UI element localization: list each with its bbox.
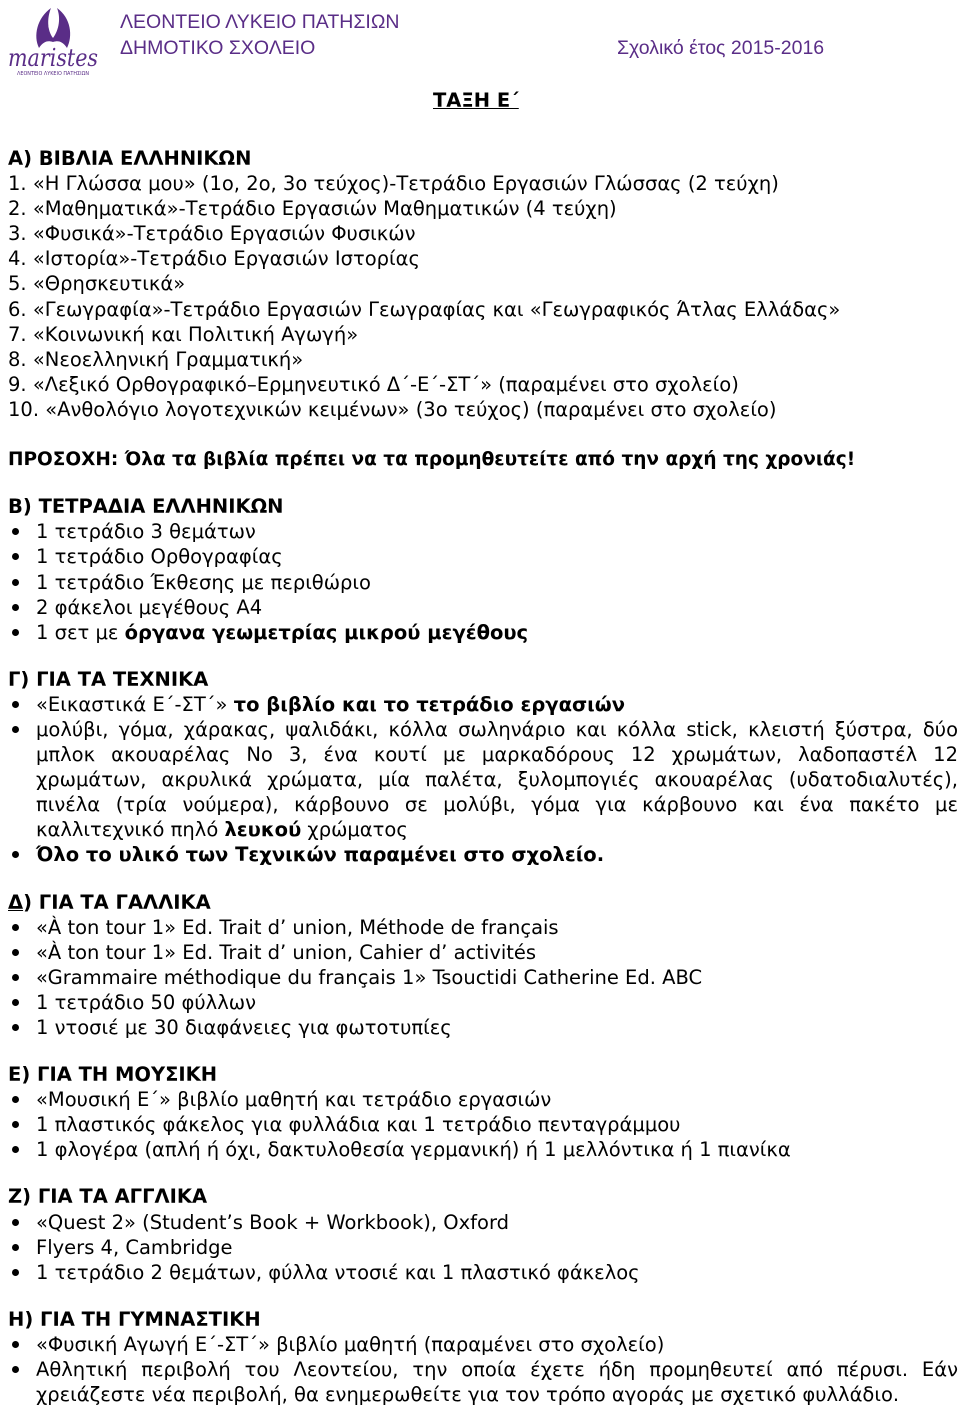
bullet-icon bbox=[12, 1121, 19, 1128]
bullet-icon bbox=[12, 999, 19, 1006]
french-section bbox=[8, 890, 958, 1041]
logo-wordmark: maristes bbox=[8, 44, 98, 72]
list-item bbox=[8, 717, 958, 842]
section-heading: Ε) ΓΙΑ ΤΗ ΜΟΥΣΙΚΗ bbox=[8, 1063, 218, 1087]
item-number: 4. bbox=[8, 247, 27, 271]
item-text: «Η Γλώσσα μου» (1ο, 2ο, 3ο τεύχος)-Τετράδιο Εργασιών Γλώσσας (2 τεύχη) bbox=[32, 172, 779, 196]
item-text: 1 ντοσιέ με 30 διαφάνειες για φωτοτυπίες bbox=[36, 1016, 452, 1039]
section-heading: Β) ΤΕΤΡΑΔΙΑ ΕΛΛΗΝΙΚΩΝ bbox=[8, 495, 284, 519]
item-number: 5. bbox=[8, 272, 27, 296]
item-text: «Grammaire méthodique du français 1» Tsouctidi Catherine Ed. ABC bbox=[36, 965, 703, 989]
item-bold-text: όργανα γεωμετρίας μικρού μεγέθους bbox=[124, 620, 529, 644]
list-item bbox=[8, 620, 958, 645]
bullet-icon bbox=[12, 629, 19, 636]
music-section bbox=[8, 1062, 958, 1162]
bullet-icon bbox=[12, 1146, 19, 1153]
book-item bbox=[8, 297, 958, 322]
list-item bbox=[8, 544, 958, 569]
list-item bbox=[8, 940, 958, 965]
item-text: Αθλητική περιβολή του Λεοντείου, την οποία έχετε ήδη προμηθευτεί από πέρυσι. Εάν χρειάζεστε νέα περιβολή, θα ενημερωθείτε για τον τρόπο αγοράς με σχετικό φυλλάδιο. bbox=[36, 1358, 958, 1407]
item-bold-text: Όλο το υλικό των Τεχνικών παραμένει στο σχολείο. bbox=[36, 843, 605, 867]
item-text: 1 σετ με bbox=[36, 620, 125, 644]
list-item bbox=[8, 1235, 958, 1260]
book-item bbox=[8, 171, 958, 196]
marist-emblem-icon bbox=[36, 8, 70, 48]
bullet-icon bbox=[12, 579, 19, 586]
item-number: 9. bbox=[8, 372, 27, 396]
book-item bbox=[8, 322, 958, 347]
logo-tagline: ΛΕΟΝΤΕΙΟ ΛΥΚΕΙΟ ΠΑΤΗΣΙΩΝ bbox=[17, 71, 90, 77]
item-text: «Γεωγραφία»-Τετράδιο Εργασιών Γεωγραφίας και «Γεωγραφικός Άτλας Ελλάδας» bbox=[32, 297, 841, 321]
book-item bbox=[8, 372, 958, 397]
item-number: 3. bbox=[8, 222, 27, 246]
item-text: «Μουσική Ε΄» βιβλίο μαθητή και τετράδιο εργασιών bbox=[36, 1088, 552, 1112]
greek-notebooks-section bbox=[8, 494, 958, 645]
list-item bbox=[8, 570, 958, 595]
bullet-icon bbox=[12, 604, 19, 611]
list-item bbox=[8, 1137, 958, 1162]
bullet-icon bbox=[12, 1096, 19, 1103]
item-text: «Μαθηματικά»-Τετράδιο Εργασιών Μαθηματικών (4 τεύχη) bbox=[32, 197, 617, 221]
item-text: 1 τετράδιο 2 θεμάτων, φύλλα ντοσιέ και 1 πλαστικό φάκελος bbox=[36, 1260, 640, 1284]
supply-list bbox=[8, 146, 958, 1407]
item-bold-text: το βιβλίο και το τετράδιο εργασιών bbox=[233, 692, 625, 716]
item-text: 1 φλογέρα (απλή ή όχι, δακτυλοθεσία γερμανική) ή 1 μελλόντικα ή 1 πιανίκα bbox=[36, 1138, 791, 1162]
heading-label: ) ΓΙΑ ΤΑ ΓΑΛΛΙΚΑ bbox=[23, 890, 211, 914]
item-text: 1 τετράδιο Έκθεσης με περιθώριο bbox=[36, 570, 371, 594]
section-heading: Α) ΒΙΒΛΙΑ ΕΛΛΗΝΙΚΩΝ bbox=[8, 147, 252, 170]
list-item bbox=[8, 1210, 958, 1235]
bullet-icon bbox=[12, 1024, 19, 1031]
school-name: ΛΕΟΝΤΕΙΟ ΛΥΚΕΙΟ ΠΑΤΗΣΙΩΝ bbox=[120, 11, 400, 33]
item-number: 6. bbox=[8, 297, 27, 321]
item-text: «Ιστορία»-Τετράδιο Εργασιών Ιστορίας bbox=[32, 247, 420, 271]
section-heading: Η) ΓΙΑ ΤΗ ΓΥΜΝΑΣΤΙΚΗ bbox=[8, 1307, 261, 1331]
item-text: «Θρησκευτικά» bbox=[32, 272, 186, 296]
item-text: 1 τετράδιο 50 φύλλων bbox=[36, 990, 256, 1014]
book-item bbox=[8, 221, 958, 246]
bullet-icon bbox=[12, 974, 19, 981]
bullet-icon bbox=[12, 851, 19, 858]
book-item bbox=[8, 271, 958, 296]
item-text: 1 πλαστικός φάκελος για φυλλάδια και 1 τετράδιο πενταγράμμου bbox=[36, 1113, 681, 1137]
section-heading: Ζ) ΓΙΑ ΤΑ ΑΓΓΛΙΚΑ bbox=[8, 1185, 208, 1209]
book-item bbox=[8, 397, 958, 422]
english-section bbox=[8, 1184, 958, 1284]
item-text: «Εικαστικά Ε΄-ΣΤ΄» bbox=[36, 692, 234, 716]
section-heading bbox=[8, 890, 958, 915]
item-text: «Φυσικά»-Τετράδιο Εργασιών Φυσικών bbox=[32, 222, 416, 246]
item-text: 1 τετράδιο 3 θεμάτων bbox=[36, 520, 256, 544]
bullet-icon bbox=[12, 1244, 19, 1251]
list-item bbox=[8, 519, 958, 544]
item-number: 1. bbox=[8, 172, 27, 196]
school-year: Σχολικό έτος 2015-2016 bbox=[617, 37, 825, 59]
bullet-icon bbox=[12, 1366, 19, 1373]
item-bold-text: λευκού bbox=[224, 818, 302, 842]
list-item bbox=[8, 915, 958, 940]
book-item bbox=[8, 347, 958, 372]
item-text: 1 τετράδιο Ορθογραφίας bbox=[36, 545, 283, 569]
item-text: «Φυσική Αγωγή Ε΄-ΣΤ΄» βιβλίο μαθητή (παραμένει στο σχολείο) bbox=[36, 1332, 665, 1356]
item-text: «À ton tour 1» Ed. Trait d’ union, Cahier d’ activités bbox=[36, 940, 537, 964]
list-item bbox=[8, 1112, 958, 1137]
book-item bbox=[8, 196, 958, 221]
item-text: «Ανθολόγιο λογοτεχνικών κειμένων» (3ο τεύχος) (παραμένει στο σχολείο) bbox=[45, 397, 777, 421]
gym-section bbox=[8, 1307, 958, 1407]
bullet-icon bbox=[12, 1269, 19, 1276]
item-number: 8. bbox=[8, 347, 27, 371]
heading-letter: Δ bbox=[8, 890, 24, 914]
bullet-icon bbox=[12, 1219, 19, 1226]
school-logo bbox=[5, 2, 101, 78]
list-item bbox=[8, 595, 958, 620]
list-item bbox=[8, 1260, 958, 1285]
list-item bbox=[8, 965, 958, 990]
bullet-icon bbox=[12, 553, 19, 560]
list-item bbox=[8, 1332, 958, 1357]
bullet-icon bbox=[12, 726, 19, 733]
item-text: «À ton tour 1» Ed. Trait d’ union, Méthode de français bbox=[36, 915, 559, 939]
item-text: 2 φάκελοι μεγέθους Α4 bbox=[36, 595, 263, 619]
notice-text: ΠΡΟΣΟΧΗ: Όλα τα βιβλία πρέπει να τα προμηθευτείτε από την αρχή της χρονιάς! bbox=[8, 449, 856, 471]
list-item bbox=[8, 1087, 958, 1112]
section-heading: Γ) ΓΙΑ ΤΑ ΤΕΧΝΙΚΑ bbox=[8, 667, 209, 691]
list-item bbox=[8, 1357, 958, 1407]
item-text: «Quest 2» (Student’s Book + Workbook), Oxford bbox=[36, 1210, 510, 1234]
school-division: ΔΗΜΟΤΙΚΟ ΣΧΟΛΕΙΟ bbox=[120, 37, 316, 59]
bullet-icon bbox=[12, 924, 19, 931]
greek-books-section bbox=[8, 146, 958, 422]
bullet-icon bbox=[12, 949, 19, 956]
item-text: Flyers 4, Cambridge bbox=[36, 1235, 233, 1259]
item-number: 7. bbox=[8, 322, 27, 346]
list-item bbox=[8, 842, 958, 867]
book-item bbox=[8, 246, 958, 271]
item-text-after: χρώματος bbox=[301, 818, 408, 842]
list-item bbox=[8, 990, 958, 1015]
item-text: «Νεοελληνική Γραμματική» bbox=[32, 347, 304, 371]
bullet-icon bbox=[12, 528, 19, 535]
item-number: 2. bbox=[8, 197, 27, 221]
item-text: μολύβι, γόμα, χάρακας, ψαλιδάκι, κόλλα σωληνάριο και κόλλα stick, κλειστή ξύστρα, δύο μπλοκ ακουαρέλας Νο 3, ένα κουτί με μαρκαδόρους 12 χρωμάτων, λαδοπαστέλ 12 χρωμάτων, ακρυλικά χρώματα, μία παλέτα, ξυλομπογιές ακουαρέλας (υδατοδιαλυτές), πινέλα (τρία νούμερα), κάρβουνο σε μολύβι, γόμα για κάρβουνο και ένα πακέτο με καλλιτεχνικό πηλό bbox=[36, 717, 958, 842]
bullet-icon bbox=[12, 701, 19, 708]
list-item bbox=[8, 1015, 958, 1040]
item-number: 10. bbox=[8, 397, 40, 421]
item-text: «Λεξικό Ορθογραφικό–Ερμηνευτικό Δ΄-Ε΄-ΣΤ΄» (παραμένει στο σχολείο) bbox=[32, 372, 739, 396]
list-item bbox=[8, 692, 958, 717]
class-title: ΤΑΞΗ Ε΄ bbox=[433, 89, 519, 112]
bullet-icon bbox=[12, 1341, 19, 1348]
arts-section bbox=[8, 667, 958, 868]
item-text: «Κοινωνική και Πολιτική Αγωγή» bbox=[32, 322, 359, 346]
